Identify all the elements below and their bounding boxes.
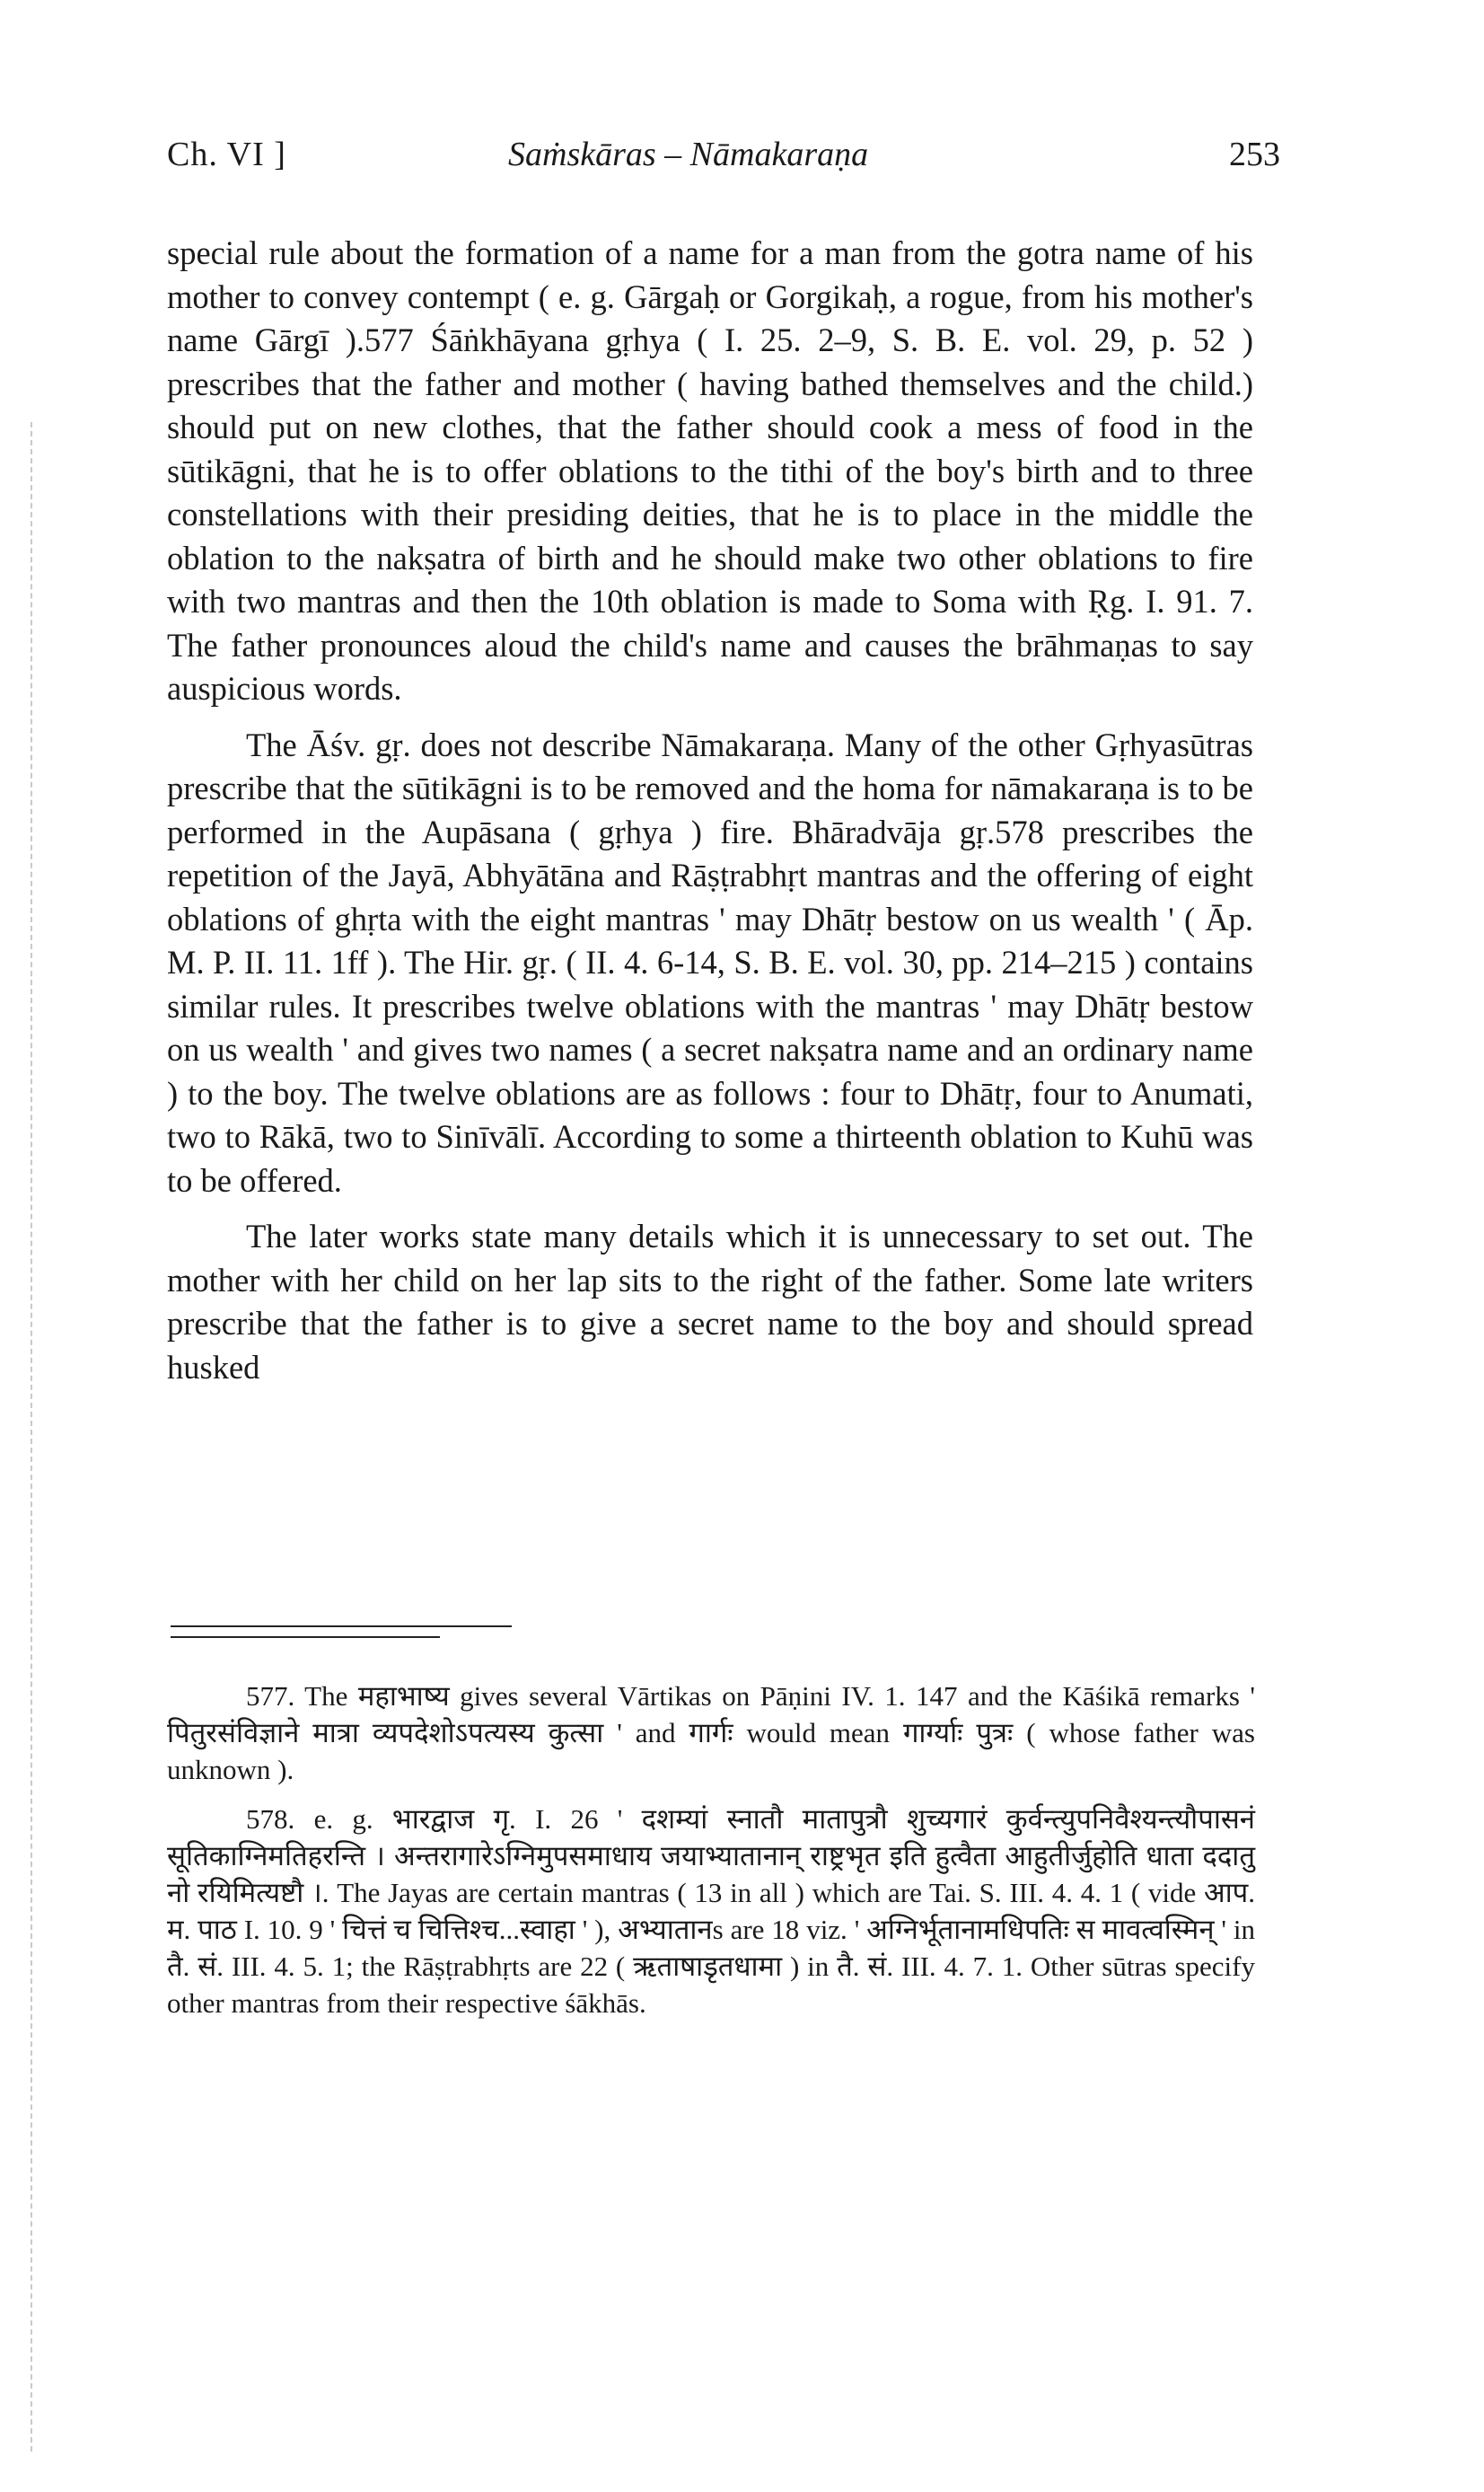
main-text: [167, 232, 1253, 1402]
paragraph: The Āśv. gṛ. does not describe Nāmakaraṇa. Many of the other Gṛhyasūtras prescribe that the sūtikāgni is to be removed and the homa for nāmakaraṇa is to be performed in the Aupāsana ( gṛhya ) fire. Bhāradvāja gṛ.578 prescribes the repetition of the Jayā, Abhyātāna and Rāṣṭrabhṛt mantras and the offering of eight oblations of ghṛta with the eight mantras ' may Dhātṛ bestow on us wealth ' ( Āp. M. P. II. 11. 1ff ). The Hir. gṛ. ( II. 4. 6-14, S. B. E. vol. 30, pp. 214–215 ) contains similar rules. It prescribes twelve oblations with the mantras ' may Dhātṛ bestow on us wealth ' and gives two names ( a secret nakṣatra name and an ordinary name ) to the boy. The twelve oblations are as follows : four to Dhātṛ, four to Anumati, two to Rākā, two to Sinīvālī. According to some a thirteenth oblation to Kuhū was to be offered.: [167, 726, 1253, 1199]
paragraph: special rule about the formation of a name for a man from the gotra name of his mother to convey contempt ( e. g. Gārgaḥ or Gorgikaḥ, a rogue, from his mother's name Gārgī ).577 Śāṅkhāyana gṛhya ( I. 25. 2–9, S. B. E. vol. 29, p. 52 ) prescribes that the father and mother ( having bathed themselves and the child.) should put on new clothes, that the father should cook a mess of food in the sūtikāgni, that he is to offer oblations to the tithi of the boy's birth and to three constellations with their presiding deities, that he is to place in the middle the oblation to the nakṣatra of birth and he should make two other oblations to fire with two mantras and then the 10th oblation is made to Soma with Ṛg. I. 91. 7. The father pronounces aloud the child's name and causes the brāhmaṇas to say auspicious words.: [167, 234, 1253, 707]
footnote-number: 578.: [246, 1803, 295, 1835]
footnote-578: [167, 1801, 1255, 2021]
footnotes: [167, 1677, 1255, 2034]
footnote-text: The महाभाष्य gives several Vārtikas on Pāṇini IV. 1. 147 and the Kāśikā remarks ' पितुरसंविज्ञाने मात्रा व्यपदेशोऽपत्यस्य कुत्सा ' and गार्गः would mean गार्ग्याः पुत्रः ( whose father was unknown ).: [167, 1680, 1255, 1785]
footnote-number: 577.: [246, 1680, 295, 1712]
paragraph: The later works state many details which it is unnecessary to set out. The mother with her child on her lap sits to the right of the father. Some late writers prescribe that the father is to give a secret name to the boy and should spread husked: [167, 1218, 1253, 1386]
footnote-577: [167, 1677, 1255, 1788]
footnote-text: e. g. भारद्वाज गृ. I. 26 ' दशम्यां स्नातौ मातापुत्रौ शुच्यगारं कुर्वन्त्युपनिवैश्यन्त्यौपासनं सूतिकाग्निमतिहरन्ति । अन्तरागारेऽग्निमुपसमाधाय जयाभ्यातानान् राष्ट्रभृत इति हुत्वैता आहुतीर्जुहोति धाता ददातु नो रयिमित्यष्टौ ।. The Jayas are certain mantras ( 13 in all ) which are Tai. S. III. 4. 4. 1 ( vide आप. म. पाठ I. 10. 9 ' चित्तं च चित्तिश्च...स्वाहा ' ), अभ्यातानs are 18 viz. ' अग्निर्भूतानामधिपतिः स मावत्वस्मिन् ' in तै. सं. III. 4. 5. 1; the Rāṣṭrabhṛts are 22 ( ऋताषाडृतधामा ) in तै. सं. III. 4. 7. 1. Other sūtras specify other mantras from their respective śākhās.: [167, 1803, 1256, 2019]
footnote-separator: [171, 1636, 440, 1638]
running-head: [167, 135, 1298, 189]
chapter-label: Ch. VI ]: [167, 136, 286, 173]
page-gutter-edge: [31, 422, 33, 2452]
footnote-separator: [171, 1625, 512, 1627]
page-number: 253: [1229, 136, 1280, 173]
running-title: Saṁskāras – Nāmakaraṇa: [508, 136, 869, 173]
